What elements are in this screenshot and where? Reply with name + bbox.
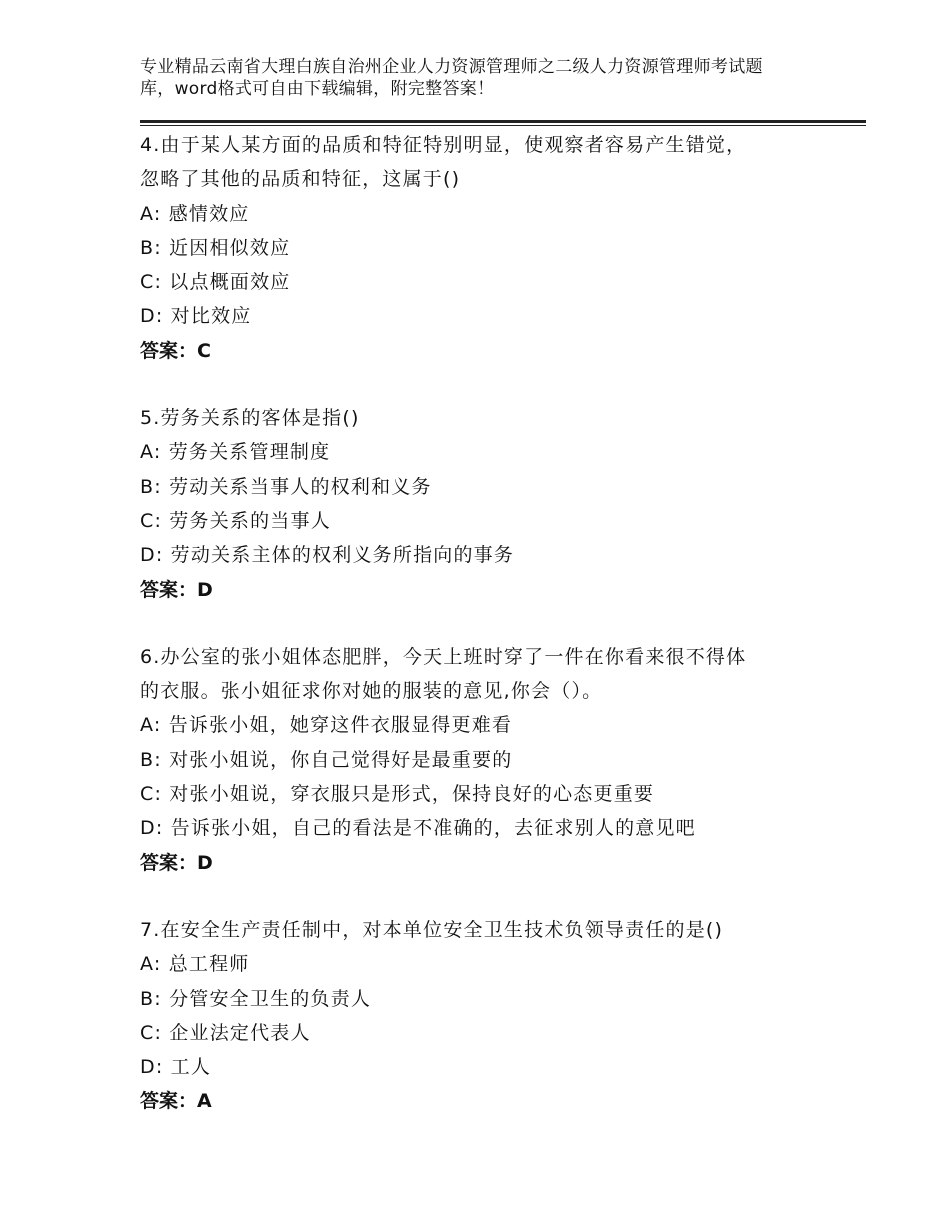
option-b: B: 近因相似效应 bbox=[140, 236, 291, 259]
option-a: A: 告诉张小姐，她穿这件衣服显得更难看 bbox=[140, 714, 513, 737]
document-header bbox=[140, 56, 840, 100]
header-line-1: 专业精品云南省大理白族自治州企业人力资源管理师之二级人力资源管理师考试题 bbox=[140, 57, 763, 77]
option-d: D: 告诉张小姐，自己的看法是不准确的，去征求别人的意见吧 bbox=[140, 817, 696, 840]
option-d: D: 对比效应 bbox=[140, 305, 252, 328]
question-list bbox=[140, 128, 866, 1152]
question-stem-line: 的衣服。张小姐征求你对她的服装的意见,你会（）。 bbox=[140, 680, 603, 703]
option-b: B: 劳动关系当事人的权利和义务 bbox=[140, 475, 432, 498]
answer-line: 答案：D bbox=[140, 578, 213, 601]
question-4 bbox=[140, 128, 866, 368]
question-stem-line: 5.劳务关系的客体是指() bbox=[140, 407, 360, 430]
option-c: C: 劳务关系的当事人 bbox=[140, 509, 331, 532]
header-rule-thick bbox=[140, 120, 866, 123]
question-6 bbox=[140, 640, 866, 880]
question-stem-line: 忽略了其他的品质和特征，这属于() bbox=[140, 168, 461, 191]
option-c: C: 以点概面效应 bbox=[140, 271, 291, 294]
option-b: B: 对张小姐说，你自己觉得好是最重要的 bbox=[140, 748, 513, 771]
question-5 bbox=[140, 401, 866, 607]
option-a: A: 劳务关系管理制度 bbox=[140, 441, 331, 464]
option-a: A: 感情效应 bbox=[140, 202, 250, 225]
option-c: C: 企业法定代表人 bbox=[140, 1021, 311, 1044]
header-line-2: 库，word格式可自由下载编辑，附完整答案！ bbox=[140, 79, 495, 99]
question-stem-line: 6.办公室的张小姐体态肥胖，今天上班时穿了一件在你看来很不得体 bbox=[140, 645, 747, 668]
question-stem-line: 7.在安全生产责任制中，对本单位安全卫生技术负领导责任的是() bbox=[140, 918, 724, 941]
option-d: D: 工人 bbox=[140, 1056, 212, 1079]
option-c: C: 对张小姐说，穿衣服只是形式，保持良好的心态更重要 bbox=[140, 783, 655, 806]
question-stem-line: 4.由于某人某方面的品质和特征特别明显，使观察者容易产生错觉， bbox=[140, 134, 747, 156]
question-7 bbox=[140, 913, 866, 1119]
header-rule-thin bbox=[140, 125, 866, 126]
answer-line: 答案：C bbox=[140, 339, 211, 362]
option-a: A: 总工程师 bbox=[140, 953, 250, 976]
option-d: D: 劳动关系主体的权利义务所指向的事务 bbox=[140, 544, 515, 567]
answer-line: 答案：A bbox=[140, 1090, 212, 1113]
answer-line: 答案：D bbox=[140, 851, 213, 874]
option-b: B: 分管安全卫生的负责人 bbox=[140, 987, 372, 1010]
